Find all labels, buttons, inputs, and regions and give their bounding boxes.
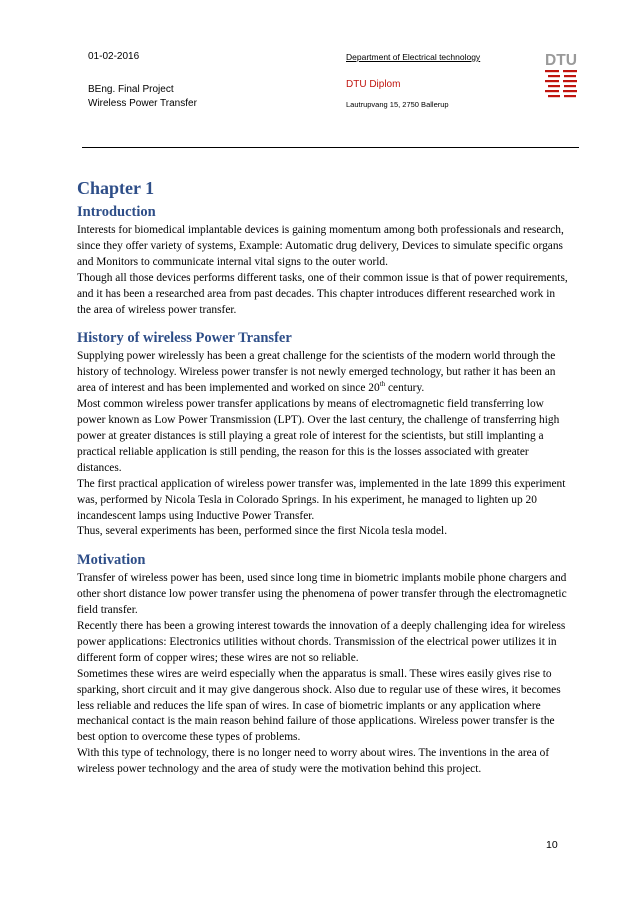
history-para-1-sup: th: [379, 380, 386, 389]
header-address: Lautrupvang 15, 2750 Ballerup: [346, 100, 449, 109]
header-project-line1: BEng. Final Project: [88, 84, 174, 95]
introduction-para-2: Though all those devices performs different tasks, one of their common issue is that of power requirements, and it has been a researched area from past decades. This chapter introduces different researched work in the area of wireless power transfer.: [77, 271, 568, 316]
history-heading: History of wireless Power Transfer: [77, 330, 292, 347]
page-number: 10: [546, 839, 558, 851]
motivation-para-1: Transfer of wireless power has been, used since long time in biometric implants mobile phone chargers and other short distance low power transfer using the phenomena of power transfer through the electromagnetic field transfer.: [77, 572, 567, 617]
motivation-para-4: With this type of technology, there is no longer need to worry about wires. The inventions in the area of wireless power technology and the area of study were the motivation behind this project.: [77, 747, 550, 776]
history-para-1-text: Supplying power wirelessly has been a great challenge for the scientists of the modern world through the history of technology. Wireless power transfer is not newly emerged technology, but rather it has been an area of interest and has been implemented and worked on since 20: [77, 350, 556, 395]
history-para-3: The first practical application of wireless power transfer was, implemented in the late 1899 this experiment was, performed by Nicola Tesla in Colorado Springs. In his experiment, he managed to lighten up 20 incandescent lamps using Inductive Power Transfer.: [77, 477, 566, 522]
header-rule: [82, 147, 579, 148]
header-diplom: DTU Diplom: [346, 79, 401, 90]
dtu-logo-stripes: [545, 70, 577, 97]
motivation-heading: Motivation: [77, 552, 146, 569]
introduction-para-1: Interests for biomedical implantable devices is gaining momentum among both professionals and research, since they offer variety of systems, Example: Automatic drug delivery, Devices to simulate specific organs and Monitors to communicate internal vital signs to the outer world.: [77, 224, 564, 268]
header-project: [88, 83, 197, 111]
history-para-1: [77, 349, 569, 397]
history-para-4: Thus, several experiments has been, performed since the first Nicola tesla model.: [77, 525, 448, 538]
history-para-2: Most common wireless power transfer applications by means of electromagnetic field transferring low power known as Low Power Transmission (LPT). Over the last century, the challenge of transferring high power at greater distances is still playing a great role of interest for the scientists, but still implanting a practical reliable application is still pending, the reason for this is the losses associated with greater distances.: [77, 398, 560, 474]
introduction-heading: Introduction: [77, 204, 156, 220]
history-para-1-end: century.: [385, 382, 425, 395]
chapter-content: [77, 178, 569, 778]
motivation-para-3: Sometimes these wires are weird especially when the apparatus is small. These wires easily gives rise to sparking, short circuit and it may give dangerous shock. Also due to regular use of these wires, it becomes less reliable and reduces the life span of wires. In case of biometric implants or any application where mechanical contact is the main reason behind failure of those applications. Wireless power transfer is the best option to overcome these types of problems.: [77, 667, 561, 744]
header-project-line2: Wireless Power Transfer: [88, 98, 197, 109]
header-date: 01-02-2016: [88, 51, 140, 62]
dtu-logo-text: DTU: [545, 52, 577, 69]
motivation-para-2: Recently there has been a growing interest towards the innovation of a deeply challenging idea for wireless power applications: Electronics utilities without chords. Transmission of the electrical power utilizes it in different form of copper wires; these wires are not so reliable.: [77, 620, 566, 664]
dtu-logo: [545, 50, 577, 102]
header-department: Department of Electrical technology: [346, 52, 481, 62]
chapter-title: Chapter 1: [77, 178, 155, 198]
